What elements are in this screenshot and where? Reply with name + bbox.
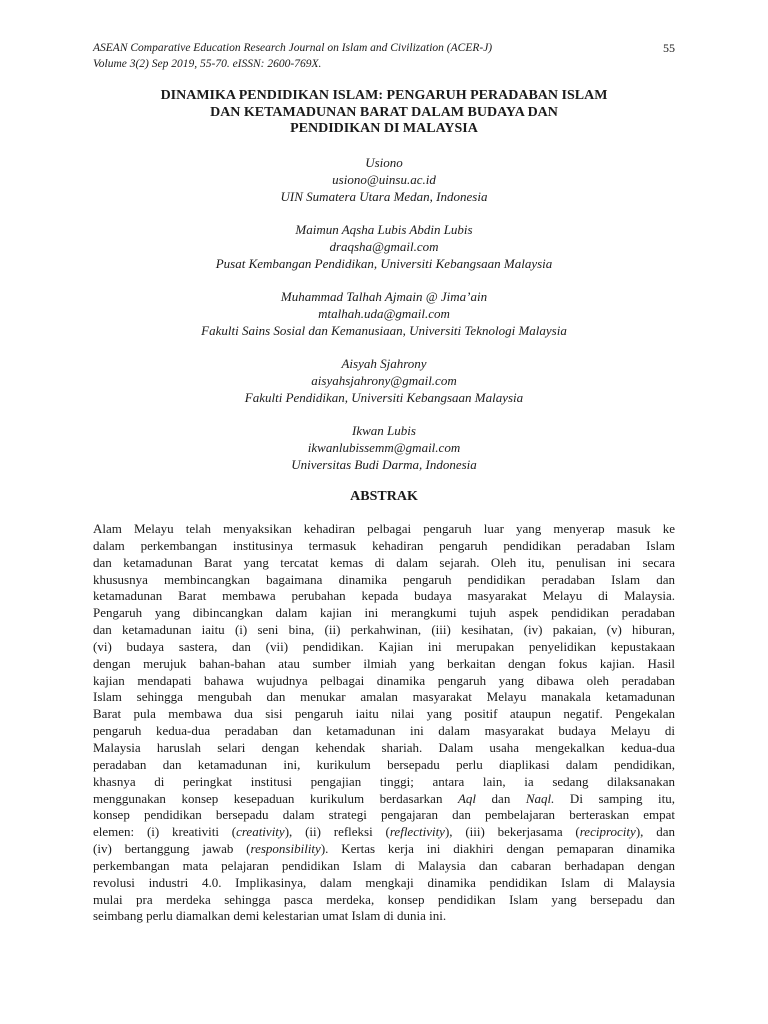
author-name: Usiono	[365, 155, 403, 170]
title-line: PENDIDIKAN DI MALAYSIA	[290, 121, 478, 136]
author-block	[93, 154, 675, 205]
abstract-italic-term: Aql	[457, 790, 477, 806]
abstract-text-segment: ketamadunan Barat membawa perubahan kepada budaya masyarakat Melayu di Malaysia.	[93, 588, 675, 604]
author-block	[93, 288, 675, 339]
author-affiliation: Universitas Budi Darma, Indonesia	[291, 457, 477, 472]
abstract-line	[93, 892, 675, 909]
abstract-text-segment: Pengaruh yang dibincangkan dalam kajian ini merangkumi tujuh aspek pendidikan peradaban	[93, 605, 675, 621]
abstract-text-segment: ). Kertas kerja ini diakhiri dengan pemaparan dinamika	[320, 841, 675, 857]
abstract-line	[93, 673, 675, 690]
abstract-text-segment: Alam Melayu telah menyaksikan kehadiran pelbagai pengaruh luar yang menyerap masuk ke	[93, 521, 675, 536]
abstract-heading: ABSTRAK	[350, 489, 418, 504]
abstract-text-segment: Islam sehingga mengubah dan menukar amalan masyarakat Melayu manakala ketamadunan	[93, 689, 675, 705]
running-head	[93, 40, 673, 72]
abstract-text-segment: elemen: (i) kreativiti (	[93, 824, 237, 840]
title-line: DAN KETAMADUNAN BARAT DALAM BUDAYA DAN	[210, 104, 558, 120]
abstract-text-segment: dan ketamadunan Barat yang tercatat kemas di dalam sejarah. Oleh itu, penulisan ini secara	[93, 554, 675, 570]
abstract-line	[93, 689, 675, 706]
abstract-text-segment: ), (ii) refleksi (	[284, 824, 390, 840]
abstract-line	[93, 521, 675, 538]
author-name: Muhammad Talhah Ajmain @ Jima’ain	[280, 289, 488, 304]
author-name: Ikwan Lubis	[352, 423, 416, 438]
paper-title	[93, 88, 675, 138]
abstract-text-segment: dan	[476, 790, 526, 806]
abstract-text-segment: dalam perkembangan institusinya termasuk kehadiran pengaruh pendidikan peradaban Islam	[93, 537, 675, 553]
abstract-text-segment: khasnya di peringkat institusi pengajian tinggi; antara lain, ia sedang dilaksanakan	[93, 773, 675, 789]
abstract-text-segment: khususnya membincangkan bagaimana dinamika pengaruh pendidikan peradaban Islam dan	[93, 571, 675, 587]
abstract-line	[93, 639, 675, 656]
author-name: Maimun Aqsha Lubis Abdin Lubis	[295, 222, 473, 237]
abstract-italic-term: responsibility	[250, 841, 321, 857]
abstract-italic-term: Naql.	[525, 790, 555, 806]
abstract-italic-term: reciprocity	[579, 824, 636, 840]
author-block	[93, 355, 675, 406]
abstract-text-segment: ), (iii) bekerjasama (	[444, 824, 580, 840]
abstract-text-segment: Malaysia haruslah selari dengan kehendak shariah. Dalam usaha mengekalkan kedua-dua	[93, 739, 675, 755]
abstract-text-segment: menggunakan konsep kesepaduan kurikulum berdasarkan	[93, 790, 458, 806]
abstract-line	[93, 706, 675, 723]
author-email[interactable]: usiono@uinsu.ac.id	[332, 172, 436, 187]
abstract-line	[93, 740, 675, 757]
abstract-text-segment: pengaruh kedua-dua peradaban dan ketamadunan ini dalam masyarakat budaya Melayu di	[93, 723, 675, 739]
author-email[interactable]: ikwanlubissemm@gmail.com	[307, 440, 461, 455]
title-line: DINAMIKA PENDIDIKAN ISLAM: PENGARUH PERADABAN ISLAM	[160, 88, 608, 103]
author-email[interactable]: aisyahsjahrony@gmail.com	[311, 373, 457, 388]
abstract-line	[93, 791, 675, 808]
abstract-text-segment: Barat pula membawa dua sisi pengaruh iaitu nilai yang positif ataupun negatif. Pengekalan	[93, 706, 675, 722]
abstract-line	[93, 841, 675, 858]
abstract-line	[93, 572, 675, 589]
abstract-italic-term: reflectivity	[389, 824, 445, 840]
abstract-line	[93, 605, 675, 622]
abstract-text	[93, 521, 675, 925]
abstract-line	[93, 723, 675, 740]
abstract-text-segment: dengan merujuk bahan-bahan atau sumber ilmiah yang berkaitan dengan fokus kajian. Hasil	[93, 655, 675, 671]
abstract-text-segment: kajian mendapati bahawa wujudnya pelbagai dinamika pengaruh yang dibawa oleh peradaban	[93, 672, 675, 688]
abstract-line	[93, 807, 675, 824]
author-affiliation: Fakulti Pendidikan, Universiti Kebangsaan Malaysia	[244, 390, 524, 405]
abstract-line	[93, 622, 675, 639]
abstract-text-segment: (vi) budaya sastera, dan (vii) pendidikan. Kajian ini merupakan penyelidikan kepustakaan	[93, 638, 675, 654]
abstract-text-segment: ), dan	[635, 824, 675, 840]
abstract-text-segment: revolusi industri 4.0. Implikasinya, dalam mengkaji dinamika pendidikan Islam di Malaysia	[93, 874, 675, 890]
abstract-text-segment: mulai pra merdeka sehingga pasca merdeka, konsep pendidikan Islam yang bersepadu dan	[93, 891, 675, 907]
abstract-line	[93, 875, 675, 892]
abstract-text-segment: seimbang perlu diamalkan demi kelestarian umat Islam di dunia ini.	[93, 908, 447, 924]
author-affiliation: UIN Sumatera Utara Medan, Indonesia	[280, 189, 488, 204]
abstract-text-segment: dan ketamadunan iaitu (i) seni bina, (ii) perkahwinan, (iii) kesihatan, (iv) pakaian, (v) hiburan,	[93, 622, 675, 638]
abstract-line	[93, 858, 675, 875]
author-name: Aisyah Sjahrony	[341, 356, 427, 371]
author-affiliation: Pusat Kembangan Pendidikan, Universiti Kebangsaan Malaysia	[215, 256, 553, 271]
author-affiliation: Fakulti Sains Sosial dan Kemanusiaan, Universiti Teknologi Malaysia	[201, 323, 567, 338]
author-email[interactable]: mtalhah.uda@gmail.com	[318, 306, 450, 321]
abstract-text-segment: (iv) bertanggung jawab (	[93, 841, 251, 857]
journal-name-line: ASEAN Comparative Education Research Journal on Islam and Civilization (ACER-J)	[93, 42, 493, 54]
abstract-text-segment: Di samping itu,	[554, 790, 675, 806]
author-block	[93, 221, 675, 272]
abstract-line	[93, 588, 675, 605]
page-number: 55	[663, 41, 675, 55]
abstract-text-segment: peradaban dan ketamadunan ini, kurikulum bersepadu perlu diaplikasi dalam pendidikan,	[93, 756, 675, 772]
abstract-line	[93, 774, 675, 791]
abstract-line	[93, 538, 675, 555]
abstract-line	[93, 824, 675, 841]
journal-volume-line: Volume 3(2) Sep 2019, 55-70. eISSN: 2600-769X.	[93, 58, 322, 70]
author-block	[93, 422, 675, 473]
author-email[interactable]: draqsha@gmail.com	[329, 239, 439, 254]
abstract-line	[93, 908, 675, 925]
abstract-text-segment: perkembangan mata pelajaran pendidikan Islam di Malaysia dan cabaran berhadapan dengan	[93, 857, 675, 873]
abstract-line	[93, 757, 675, 774]
abstract-line	[93, 656, 675, 673]
abstract-line	[93, 555, 675, 572]
abstract-text-segment: konsep pendidikan bersepadu dalam strategi pengajaran dan pembelajaran berteraskan empat	[93, 807, 675, 823]
abstract-italic-term: creativity	[236, 824, 285, 840]
